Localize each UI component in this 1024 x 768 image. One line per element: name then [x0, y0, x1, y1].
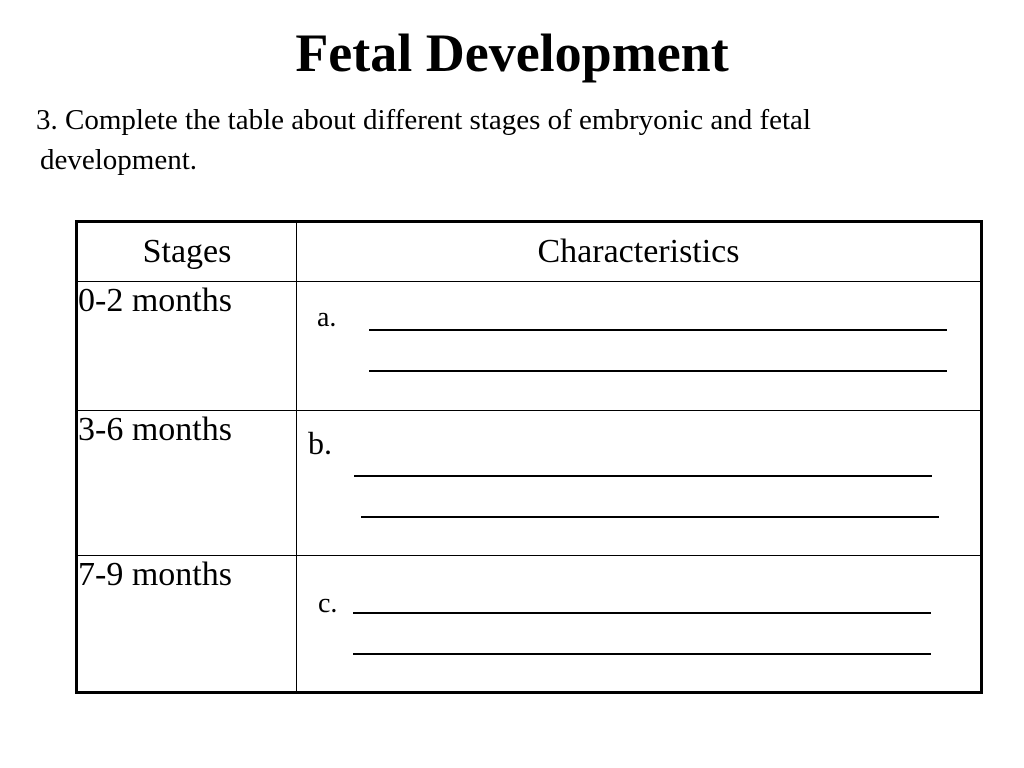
header-characteristics: Characteristics [297, 222, 982, 282]
header-stages: Stages [77, 222, 297, 282]
stages-table [75, 220, 983, 694]
instruction-text [36, 100, 976, 180]
table-row [77, 282, 982, 411]
stage-cell: 0-2 months [77, 282, 297, 411]
characteristics-cell[interactable] [297, 411, 982, 556]
answer-blank-line[interactable] [353, 653, 931, 655]
page-title: Fetal Development [295, 23, 729, 83]
answer-blank-line[interactable] [353, 612, 931, 614]
table-row [77, 556, 982, 693]
item-label: c. [318, 588, 338, 619]
instruction-line-2: development. [40, 144, 198, 176]
characteristics-cell[interactable] [297, 556, 982, 693]
instruction-line-1: 3. Complete the table about different stages of embryonic and fetal [36, 104, 811, 136]
answer-blank-line[interactable] [369, 329, 947, 331]
stage-cell: 3-6 months [77, 411, 297, 556]
answer-blank-line[interactable] [354, 475, 932, 477]
table-header-row [77, 222, 982, 282]
answer-blank-line[interactable] [361, 516, 939, 518]
stage-cell: 7-9 months [77, 556, 297, 693]
item-label: a. [317, 302, 337, 333]
characteristics-cell[interactable] [297, 282, 982, 411]
answer-blank-line[interactable] [369, 370, 947, 372]
item-label: b. [308, 425, 332, 461]
table-row [77, 411, 982, 556]
